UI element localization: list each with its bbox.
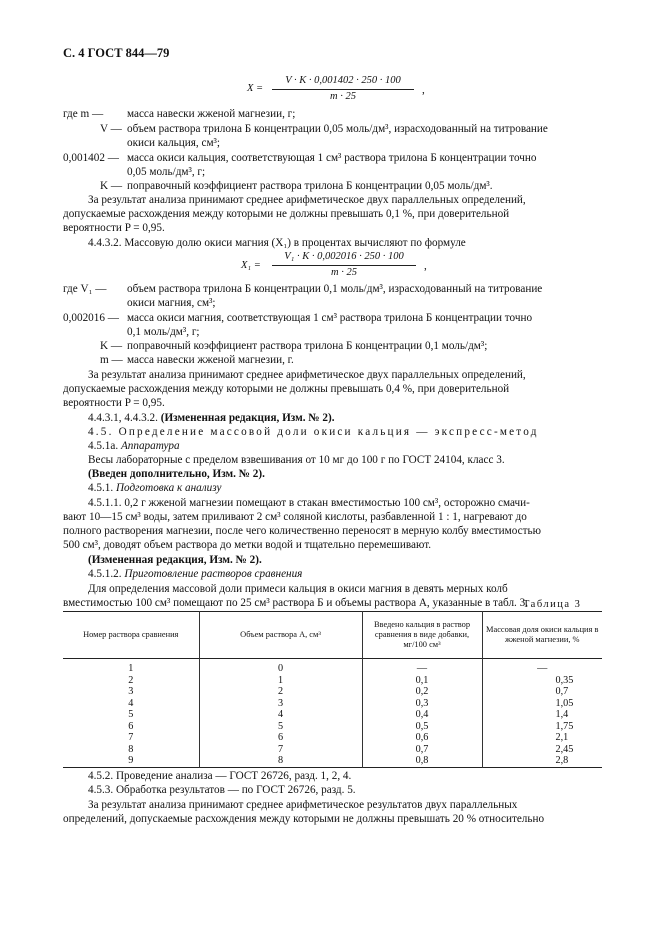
clause-4-5-1-1-line3: полного растворения магнезии, после чего количественно переносят в мерную колбу вместимостью (63, 525, 541, 537)
cell-calcium: 0,8 (362, 755, 482, 767)
para3-line2: определений, допускаемые расхождения между которыми не должны превышать 20 % относительно (63, 813, 545, 825)
def2-text-m: масса навески жженой магнезии, г. (127, 354, 294, 366)
def1-term-v: V — (100, 123, 122, 135)
formula2-tail: , (424, 260, 427, 272)
cell-calcium: 0,2 (362, 686, 482, 698)
para2-line2: допускаемые расхождения между которыми не должны превышать 0,4 %, при доверительной (63, 383, 510, 395)
table-row (63, 686, 602, 698)
cell-volume: 3 (199, 698, 362, 710)
cell-number: 5 (128, 709, 134, 720)
para3-line1: За результат анализа принимают среднее арифметическое результатов двух параллельных (88, 799, 518, 811)
cell-calcium: 0,5 (362, 721, 482, 733)
amendment-1-prefix: 4.4.3.1, 4.4.3.2. (88, 412, 158, 424)
table3-header-volume: Объем раствора А, см³ (199, 612, 362, 659)
cell-calcium: 0,3 (362, 698, 482, 710)
cell-volume: 0 (199, 659, 362, 675)
clause-4-5-2: 4.5.2. Проведение анализа — ГОСТ 26726, разд. 1, 2, 4. (88, 770, 352, 782)
cell-number: 8 (128, 743, 134, 755)
def2-text-v1b: окиси магния, см³; (127, 297, 216, 309)
section-4-5-1-num: 4.5.1. (88, 482, 114, 494)
cell-fraction: 0,35 (482, 675, 602, 687)
cell-number: 7 (128, 732, 134, 743)
scales-text: Весы лабораторные с пределом взвешивания от 10 мг до 100 г по ГОСТ 24104, класс 3. (88, 454, 505, 466)
cell-calcium: 0,1 (362, 675, 482, 687)
amendment-note-2: (Измененная редакция, Изм. № 2). (88, 554, 262, 566)
def1-text-const2: 0,05 моль/дм³, г; (127, 166, 206, 178)
clause-4-5-1-1-line2: вают 10—15 см³ воды, затем приливают 2 см³ соляной кислоты, разбавленной 1 : 1, нагревают до (63, 511, 527, 523)
def1-term-const: 0,001402 — (63, 152, 119, 164)
table-row (63, 721, 602, 733)
added-note: (Введен дополнительно, Изм. № 2). (88, 468, 265, 480)
def1-text-k: поправочный коэффициент раствора трилона Б концентрации 0,05 моль/дм³. (127, 180, 493, 192)
section-4-5-1a (88, 440, 180, 453)
cell-fraction: 0,7 (482, 686, 602, 698)
def2-term-const: 0,002016 — (63, 312, 119, 324)
cell-volume: 7 (199, 744, 362, 756)
para1-line1: За результат анализа принимают среднее арифметическое двух параллельных определений, (88, 194, 526, 206)
table-row (63, 732, 602, 744)
formula2-denominator: m · 25 (331, 267, 357, 278)
cell-volume: 4 (199, 709, 362, 721)
table-row (63, 744, 602, 756)
cell-fraction: — (482, 659, 602, 675)
clause-4-5-1-2-line2: вместимостью 100 см³ помещают по 25 см³ раствора Б и объемы раствора А, указанные в табл. 3. (63, 597, 529, 609)
formula2-numerator: V₁ · K · 0,002016 · 250 · 100 (284, 251, 404, 262)
section-4-5-heading: 4.5. Определение массовой доли окиси кальция — экспресс-метод (88, 426, 539, 438)
def1-text-v2: окиси кальция, см³; (127, 137, 221, 149)
page-title: С. 4 ГОСТ 844—79 (63, 46, 170, 60)
table3-header-mass-fraction: Массовая доля окиси кальция в жженой магнезии, % (482, 612, 602, 659)
cell-calcium: 0,7 (362, 744, 482, 756)
cell-fraction: 2,45 (482, 744, 602, 756)
section-4-5-1-2-num: 4.5.1.2. (88, 568, 122, 580)
formula1-fraction-line (272, 89, 414, 90)
clause-4-5-3: 4.5.3. Обработка результатов — по ГОСТ 26726, разд. 5. (88, 784, 356, 796)
cell-volume: 6 (199, 732, 362, 744)
formula2-fraction-line (272, 265, 416, 266)
clause-4-5-1-2-line1: Для определения массовой доли примеси кальция в окиси магния в девять мерных колб (88, 583, 508, 595)
cell-calcium: — (362, 659, 482, 675)
def1-term-m: где m — (63, 108, 104, 120)
cell-volume: 8 (199, 755, 362, 767)
amendment-note-1 (88, 412, 335, 425)
def2-text-v1: объем раствора трилона Б концентрации 0,1 моль/дм³, израсходованный на титрование (127, 283, 543, 295)
para2-line3: вероятности P = 0,95. (63, 397, 165, 409)
def2-text-const: масса окиси магния, соответствующая 1 см³ раствора трилона Б концентрации точно (127, 312, 533, 324)
cell-volume: 2 (199, 686, 362, 698)
para1-line2: допускаемые расхождения между которыми не должны превышать 0,1 %, при доверительной (63, 208, 510, 220)
table-row (63, 709, 602, 721)
formula1-numerator: V · K · 0,001402 · 250 · 100 (285, 75, 401, 86)
def2-term-m: m — (100, 354, 123, 366)
para2-line1: За результат анализа принимают среднее арифметическое двух параллельных определений, (88, 369, 526, 381)
def1-text-m: масса навески жженой магнезии, г; (127, 108, 296, 120)
cell-fraction: 2,8 (482, 755, 602, 767)
cell-fraction: 2,1 (482, 732, 602, 744)
para1-line3: вероятности P = 0,95. (63, 222, 165, 234)
cell-number: 3 (128, 686, 134, 697)
def2-text-const2: 0,1 моль/дм³, г; (127, 326, 200, 338)
cell-volume: 5 (199, 721, 362, 733)
amendment-1-text: (Измененная редакция, Изм. № 2). (160, 412, 335, 424)
formula1-lhs: X = (247, 83, 264, 94)
cell-fraction: 1,75 (482, 721, 602, 733)
def2-term-v1: где V₁ — (63, 283, 107, 295)
table3-header-row (63, 612, 602, 659)
table3-caption: Таблица 3 (523, 599, 582, 610)
cell-number: 4 (128, 697, 134, 709)
def1-term-k: K — (100, 180, 123, 192)
cell-number: 2 (128, 674, 134, 686)
section-4-5-1-title: Подготовка к анализу (115, 482, 222, 494)
section-4-5-1a-title: Аппаратура (120, 440, 180, 452)
clause-4-5-1-1-line1: 4.5.1.1. 0,2 г жженой магнезии помещают в стакан вместимостью 100 см³, осторожно смачи- (88, 497, 530, 509)
table-3 (63, 611, 602, 768)
formula1-denominator: m · 25 (330, 91, 356, 102)
def1-text-v: объем раствора трилона Б концентрации 0,05 моль/дм³, израсходованный на титрование (127, 123, 548, 135)
formula1-tail: , (422, 84, 425, 96)
section-4-5-1-2-title: Приготовление растворов сравнения (124, 568, 303, 580)
section-4-5-1a-num: 4.5.1а. (88, 440, 119, 452)
table-row (63, 675, 602, 687)
table-row (63, 755, 602, 767)
def1-text-const: масса окиси кальция, соответствующая 1 см³ раствора трилона Б концентрации точно (127, 152, 537, 164)
cell-fraction: 1,4 (482, 709, 602, 721)
cell-calcium: 0,4 (362, 709, 482, 721)
table3-header-solution-number: Номер раствора сравнения (83, 630, 179, 639)
cell-calcium: 0,6 (362, 732, 482, 744)
def2-text-k: поправочный коэффициент раствора трилона Б концентрации 0,1 моль/дм³; (127, 340, 488, 352)
cell-number: 1 (128, 663, 134, 674)
cell-fraction: 1,05 (482, 698, 602, 710)
cell-number: 6 (128, 720, 134, 732)
section-4-5-1-2 (88, 568, 302, 581)
table3-header-calcium-added: Введено кальция в раствор сравнения в виде добавки, мг/100 см³ (362, 612, 482, 659)
def2-term-k: K — (100, 340, 123, 352)
section-4-5-1 (88, 482, 221, 495)
clause-4-5-1-1-line4: 500 см³, доводят объем раствора до метки водой и тщательно перемешивают. (63, 539, 432, 551)
cell-volume: 1 (199, 675, 362, 687)
clause-4-4-3-2: 4.4.3.2. Массовую долю окиси магния (X₁) в процентах вычисляют по формуле (88, 237, 466, 249)
table-row (63, 698, 602, 710)
formula2-lhs: X₁ = (241, 260, 261, 271)
table-row (63, 659, 602, 675)
cell-number: 9 (128, 755, 134, 766)
